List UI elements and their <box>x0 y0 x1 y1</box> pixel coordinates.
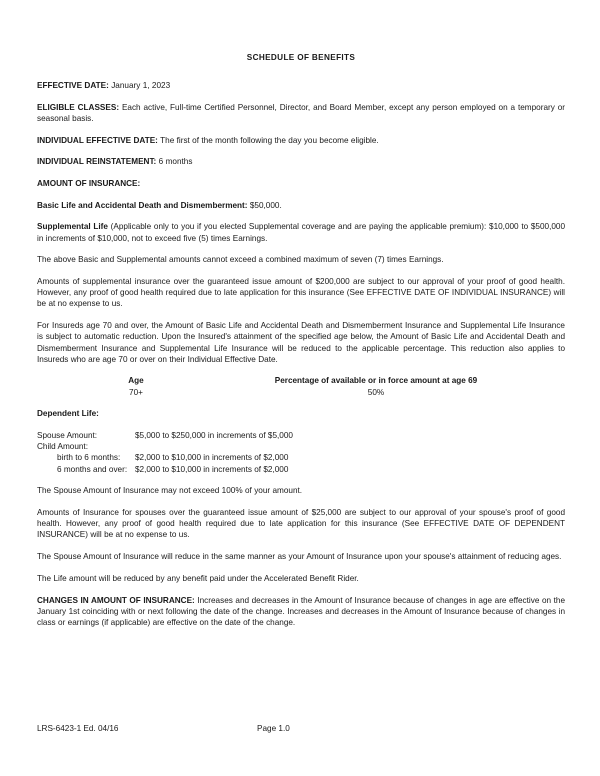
document-code: LRS-6423-1 Ed. 04/16 <box>37 724 119 733</box>
individual-reinstatement-paragraph <box>37 156 565 167</box>
spouse-amount-label: Spouse Amount: <box>37 431 98 441</box>
individual-reinstatement-value: 6 months <box>158 157 193 167</box>
cell-percentage: 50% <box>367 387 385 397</box>
individual-effective-date-paragraph <box>37 135 565 146</box>
table-row <box>37 387 565 398</box>
individual-effective-date-value: The first of the month following the day you become eligible. <box>160 135 379 145</box>
basic-life-label: Basic Life and Accidental Death and Dismemberment: <box>37 200 248 210</box>
accelerated-benefit-paragraph: The Life amount will be reduced by any benefit paid under the Accelerated Benefit Rider. <box>37 573 359 583</box>
list-item <box>37 464 565 475</box>
table-header-row <box>37 375 565 386</box>
age-reduction-table-head <box>37 375 565 386</box>
eligible-classes-label: ELIGIBLE CLASSES: <box>37 102 120 112</box>
child-amount-label: Child Amount: <box>37 442 88 452</box>
guaranteed-issue-paragraph: Amounts of supplemental insurance over the guaranteed issue amount of $200,000 are subject to our approval of your proof of good health. However, any proof of good health required due to late application for this insurance (See EFFECTIVE DATE OF INDIVIDUAL INSURANCE) will be at no expense to us. <box>37 277 565 309</box>
effective-date-value: January 1, 2023 <box>111 81 171 90</box>
list-item <box>37 430 565 441</box>
list-item <box>37 452 565 463</box>
child-6-months-and-over-label: 6 months and over: <box>57 464 128 474</box>
spouse-guaranteed-issue-paragraph: Amounts of Insurance for spouses over the guaranteed issue amount of $25,000 are subject to our approval of your spouse's proof of good health. However, any proof of good health required due to late application for this insurance (See EFFECTIVE DATE OF DEPENDENT INSURANCE) will be at no expense to us. <box>37 508 565 540</box>
page-title: SCHEDULE OF BENEFITS <box>246 53 356 62</box>
child-6-months-and-over-value: $2,000 to $10,000 in increments of $2,000 <box>135 464 289 474</box>
effective-date-paragraph <box>37 80 565 91</box>
spouse-limit-paragraph: The Spouse Amount of Insurance may not exceed 100% of your amount. <box>37 486 303 496</box>
page-number: Page 1.0 <box>257 724 290 733</box>
age-reduction-table-body <box>37 387 565 398</box>
document-body <box>37 52 565 639</box>
dependent-life-amounts-list <box>37 430 565 475</box>
changes-in-amount-paragraph <box>37 595 565 629</box>
changes-in-amount-value: Increases and decreases in the Amount of Insurance because of changes in age are effective on the January 1st coinciding with or next following the date of the change. Increases and decreases in the Amount of Insurance because of changes in class or earnings (if applicable) are effective on the date of the change. <box>37 595 565 627</box>
supplemental-life-label: Supplemental Life <box>37 222 108 232</box>
child-birth-to-6-months-value: $2,000 to $10,000 in increments of $2,000 <box>135 453 289 463</box>
basic-life-paragraph <box>37 200 565 211</box>
list-item <box>37 441 565 452</box>
age-reduction-intro-paragraph: For Insureds age 70 and over, the Amount of Basic Life and Accidental Death and Dismemberment Insurance and Supplemental Life Insurance is subject to automatic reduction. Upon the Insured's attainment of the specified age below, the Amount of Basic Life and Accidental Death and Dismemberment Insurance and Supplemental Life Insurance will be reduced to the applicable percentage. This reduction also applies to Insureds who are age 70 or over on their Individual Effective Date. <box>37 321 565 364</box>
eligible-classes-paragraph <box>37 102 565 124</box>
column-header-age: Age <box>128 376 144 386</box>
supplemental-life-paragraph <box>37 221 565 243</box>
spouse-amount-value: $5,000 to $250,000 in increments of $5,000 <box>135 431 293 441</box>
dependent-life-heading: Dependent Life: <box>37 409 99 419</box>
changes-in-amount-label: CHANGES IN AMOUNT OF INSURANCE: <box>37 595 195 605</box>
individual-effective-date-label: INDIVIDUAL EFFECTIVE DATE: <box>37 135 158 145</box>
page-footer <box>37 723 565 734</box>
eligible-classes-value: Each active, Full-time Certified Personnel, Director, and Board Member, except any person employed on a temporary or seasonal basis. <box>37 102 565 123</box>
column-header-percentage: Percentage of available or in force amount at age 69 <box>274 376 478 386</box>
basic-life-value: $50,000. <box>249 200 282 210</box>
age-reduction-table <box>37 375 565 397</box>
amount-of-insurance-heading: AMOUNT OF INSURANCE: <box>37 179 141 189</box>
cell-age: 70+ <box>129 387 143 397</box>
supplemental-life-value: (Applicable only to you if you elected Supplemental coverage and are paying the applicable premium): $10,000 to $500,000 in increments of $10,000, not to exceed five (5) times Earnings. <box>37 222 566 243</box>
effective-date-label: EFFECTIVE DATE: <box>37 81 109 90</box>
spouse-reduction-paragraph: The Spouse Amount of Insurance will reduce in the same manner as your Amount of Insurance upon your spouse's attainment of reducing ages. <box>37 552 562 562</box>
combined-maximum-paragraph: The above Basic and Supplemental amounts cannot exceed a combined maximum of seven (7) times Earnings. <box>37 255 444 265</box>
individual-reinstatement-label: INDIVIDUAL REINSTATEMENT: <box>37 157 157 167</box>
child-birth-to-6-months-label: birth to 6 months: <box>57 453 121 463</box>
